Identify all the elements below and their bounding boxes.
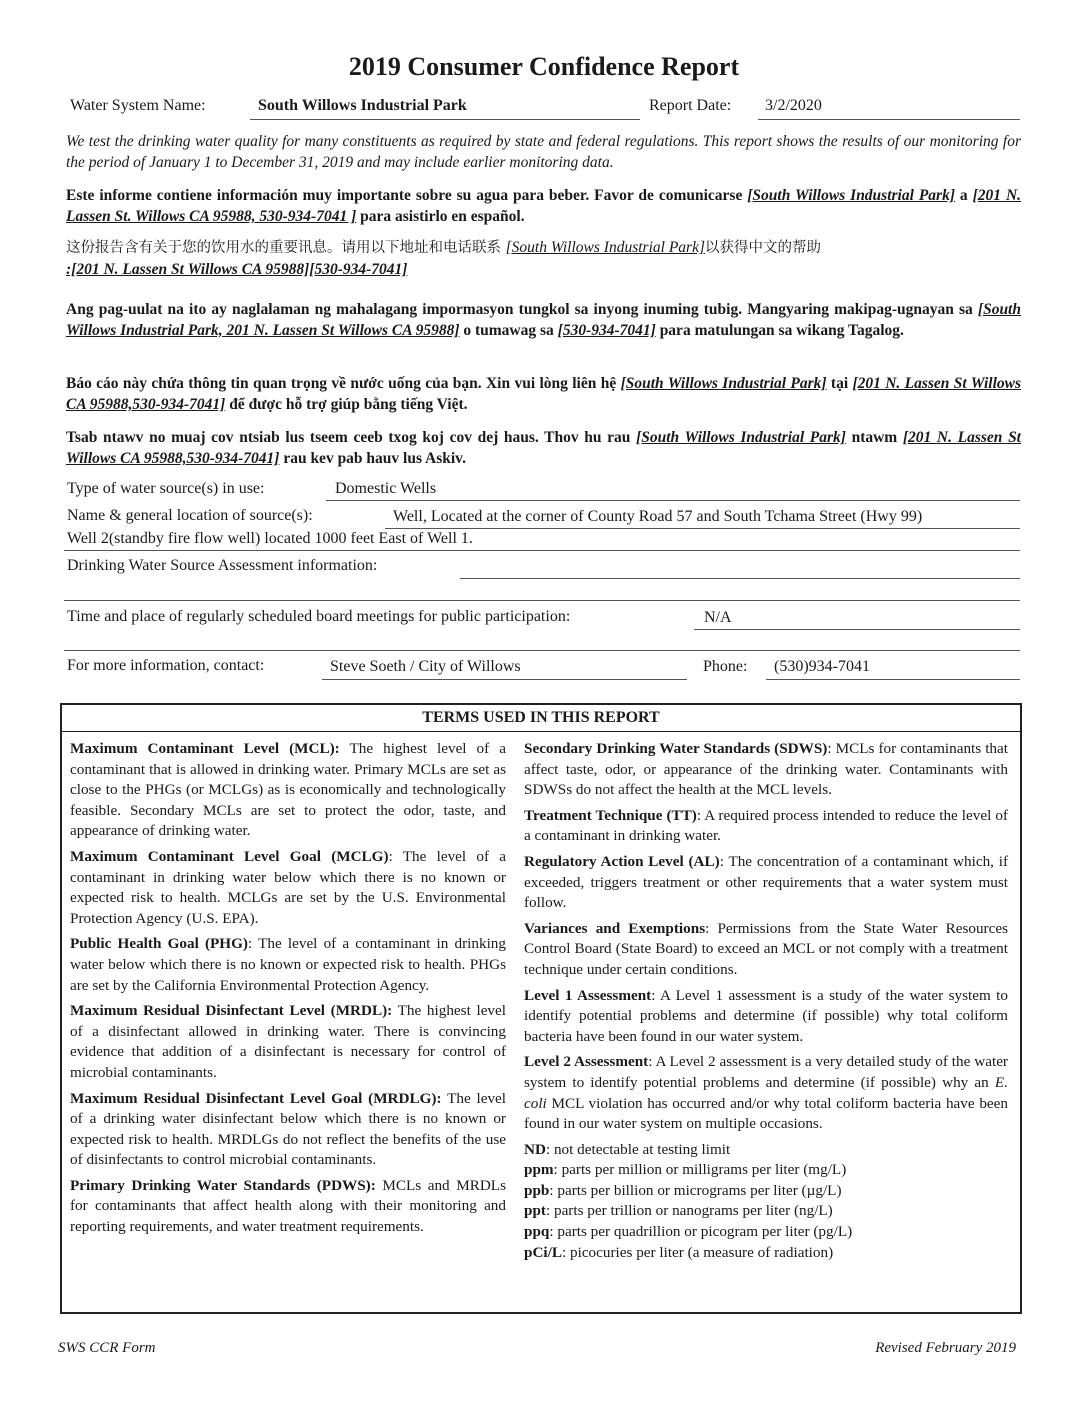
contact-underline bbox=[322, 679, 687, 680]
spanish-text: para asistirlo en español. bbox=[356, 208, 525, 225]
contact-label: For more information, contact: bbox=[67, 657, 265, 674]
intro-paragraph: We test the drinking water quality for many constituents as required by state and federal regulations. This report shows the results of our monitoring for the period of January 1 to December 31, 2019 and may include earlier monitoring data. bbox=[66, 133, 1021, 171]
vietnamese-text: Báo cáo này chứa thông tin quan trọng về nước uống của bạn. Xin vui lòng liên hệ bbox=[66, 375, 621, 392]
unit-pci: pCi/L: picocuries per liter (a measure of radiation) bbox=[524, 1243, 834, 1261]
vietnamese-text: tại bbox=[826, 375, 853, 392]
source-location-value: Well, Located at the corner of County Road 57 and South Tchama Street (Hwy 99) bbox=[393, 508, 923, 525]
hmong-address-link: [201 N. Lassen St Willows CA 95988,530-934-7041] bbox=[66, 429, 1021, 467]
spanish-name-link: [South Willows Industrial Park] bbox=[747, 187, 955, 204]
water-system-label: Water System Name: bbox=[70, 97, 206, 114]
vietnamese-name-link: [South Willows Industrial Park] bbox=[620, 375, 827, 392]
term-tt: Treatment Technique (TT): A required process intended to reduce the level of a contaminant in drinking water. bbox=[524, 806, 1008, 845]
hmong-text: rau kev pab hauv lus Askiv. bbox=[279, 450, 466, 467]
tagalog-text: o tumawag sa bbox=[459, 322, 558, 339]
report-date-label: Report Date: bbox=[649, 97, 732, 114]
footer-revision: Revised February 2019 bbox=[875, 1340, 1016, 1356]
unit-ppm: ppm: parts per million or milligrams per liter (mg/L) bbox=[524, 1161, 847, 1179]
phone-underline bbox=[766, 679, 1020, 680]
source-location-value-2: Well 2(standby fire flow well) located 1000 feet East of Well 1. bbox=[67, 530, 473, 547]
term-al: Regulatory Action Level (AL): The concentration of a contaminant which, if exceeded, triggers treatment or other requirements that a water system must follow. bbox=[524, 852, 1009, 912]
meetings-label: Time and place of regularly scheduled board meetings for public participation: bbox=[67, 608, 571, 625]
phone-label: Phone: bbox=[703, 658, 748, 675]
term-pdws: Primary Drinking Water Standards (PDWS): MCLs and MRDLs for contaminants that affect health along with their monitoring and reporting requirements, and water treatment requirements. bbox=[70, 1176, 506, 1236]
unit-ppb: ppb: parts per billion or micrograms per liter (µg/L) bbox=[524, 1181, 842, 1199]
term-mrdlg: Maximum Residual Disinfectant Level Goal (MRDLG): The level of a drinking water disinfectant below which there is no known or expected risk to health. MRDLGs do not reflect the benefits of the use of disinfectants to control microbial contaminants. bbox=[70, 1089, 507, 1169]
tagalog-notice bbox=[66, 299, 1021, 341]
source-type-value: Domestic Wells bbox=[335, 480, 437, 497]
assessment-label: Drinking Water Source Assessment information: bbox=[67, 557, 378, 574]
term-mclg: Maximum Contaminant Level Goal (MCLG): The level of a contaminant in drinking water below which there is no known or expected risk to health. MCLGs are set by the U.S. Environmental Protection Agency (U.S. EPA). bbox=[70, 847, 507, 927]
vietnamese-address-link: [201 N. Lassen St Willows CA 95988,530-934-7041] bbox=[66, 375, 1021, 413]
unit-ppq: ppq: parts per quadrillion or picogram per liter (pg/L) bbox=[524, 1223, 853, 1241]
term-level1: Level 1 Assessment: A Level 1 assessment is a study of the water system to identify potential problems and determine (if possible) why total coliform bacteria have been found in our water system. bbox=[524, 986, 1008, 1045]
chinese-text: 这份报告含有关于您的饮用水的重要讯息。请用以下地址和电话联系 bbox=[66, 240, 506, 256]
spanish-text: a bbox=[955, 187, 973, 204]
unit-nd: ND: not detectable at testing limit bbox=[524, 1140, 731, 1158]
vietnamese-text: để được hỗ trợ giúp bằng tiếng Việt. bbox=[225, 396, 468, 413]
source-location-label: Name & general location of source(s): bbox=[67, 507, 313, 524]
assessment-underline bbox=[460, 578, 1020, 579]
terms-left-column bbox=[70, 739, 506, 1243]
contact-value: Steve Soeth / City of Willows bbox=[330, 658, 521, 675]
spanish-text: Este informe contiene información muy importante sobre su agua para beber. Favor de comunicarse bbox=[66, 187, 748, 204]
term-level2: Level 2 Assessment: A Level 2 assessment is a very detailed study of the water system to identify potential problems and determine (if possible) why an E. coli MCL violation has occurred and/or why total coliform bacteria have been found in our water system on multiple occasions. bbox=[524, 1053, 1008, 1133]
hmong-text: ntawm bbox=[845, 429, 903, 446]
report-title: 2019 Consumer Confidence Report bbox=[348, 52, 740, 81]
vietnamese-notice bbox=[66, 373, 1021, 415]
assessment-underline-2 bbox=[64, 600, 1020, 601]
water-system-value: South Willows Industrial Park bbox=[258, 97, 467, 114]
unit-ppt: ppt: parts per trillion or nanograms per liter (ng/L) bbox=[524, 1202, 833, 1220]
term-mrdl: Maximum Residual Disinfectant Level (MRDL): The highest level of a disinfectant allowed in drinking water. There is convincing evidence that addition of a disinfectant is necessary for control of microbial contaminants. bbox=[70, 1002, 506, 1081]
report-date-underline bbox=[758, 119, 1020, 120]
meetings-underline-2 bbox=[64, 650, 1020, 651]
term-phg: Public Health Goal (PHG): The level of a contaminant in drinking water below which there is no known or expected risk to health. PHGs are set by the California Environmental Protection Agency. bbox=[70, 935, 506, 994]
term-variances: Variances and Exemptions: Permissions from the State Water Resources Control Board (State Board) to exceed an MCL or not comply with a treatment technique under certain conditions. bbox=[524, 919, 1008, 978]
term-mcl: Maximum Contaminant Level (MCL): The highest level of a contaminant that is allowed in drinking water. Primary MCLs are set as close to the PHGs (or MCLGs) as is economically and technologically feasible. Secondary MCLs are set to protect the odor, taste, and appearance of drinking water. bbox=[70, 740, 506, 840]
meetings-value: N/A bbox=[704, 609, 732, 626]
tagalog-name-link: [South Willows Industrial Park, 201 N. Lassen St Willows CA 95988] bbox=[66, 301, 1021, 339]
water-system-underline bbox=[250, 119, 640, 120]
chinese-notice bbox=[66, 237, 1021, 281]
tagalog-phone-link: [530-934-7041] bbox=[557, 322, 656, 339]
report-date-value: 3/2/2020 bbox=[765, 97, 822, 114]
spanish-notice bbox=[66, 185, 1021, 227]
source-type-label: Type of water source(s) in use: bbox=[67, 480, 265, 497]
terms-right-column bbox=[524, 739, 1008, 1263]
source-type-underline bbox=[326, 500, 1020, 501]
phone-value: (530)934-7041 bbox=[774, 658, 870, 675]
chinese-name-link: [South Willows Industrial Park] bbox=[505, 239, 705, 256]
term-sdws: Secondary Drinking Water Standards (SDWS): MCLs for contaminants that affect taste, odor, or appearance of the drinking water. Contaminants with SDWSs do not affect the health at the MCL levels. bbox=[524, 740, 1008, 799]
terms-box bbox=[60, 703, 1022, 1314]
source-location-underline-2 bbox=[64, 550, 1020, 551]
footer-form-name: SWS CCR Form bbox=[58, 1340, 156, 1356]
chinese-address-link: :[201 N. Lassen St Willows CA 95988][530-934-7041] bbox=[66, 261, 408, 278]
hmong-name-link: [South Willows Industrial Park] bbox=[636, 429, 846, 446]
hmong-notice bbox=[66, 427, 1021, 469]
meetings-underline bbox=[694, 629, 1020, 630]
tagalog-text: Ang pag-uulat na ito ay naglalaman ng mahalagang impormasyon tungkol sa inyong inuming tubig. Mangyaring makipag-ugnayan sa bbox=[66, 301, 978, 318]
hmong-text: Tsab ntawv no muaj cov ntsiab lus tseem ceeb txog koj cov dej haus. Thov hu rau bbox=[66, 429, 637, 446]
unit-list bbox=[524, 1140, 1008, 1264]
tagalog-text: para matulungan sa wikang Tagalog. bbox=[655, 322, 904, 339]
source-location-underline bbox=[385, 528, 1020, 529]
terms-heading: TERMS USED IN THIS REPORT bbox=[62, 705, 1020, 732]
chinese-text: 以获得中文的帮助 bbox=[704, 240, 821, 256]
spanish-address-link: [201 N. Lassen St. Willows CA 95988, 530-934-7041 ] bbox=[66, 187, 1022, 225]
